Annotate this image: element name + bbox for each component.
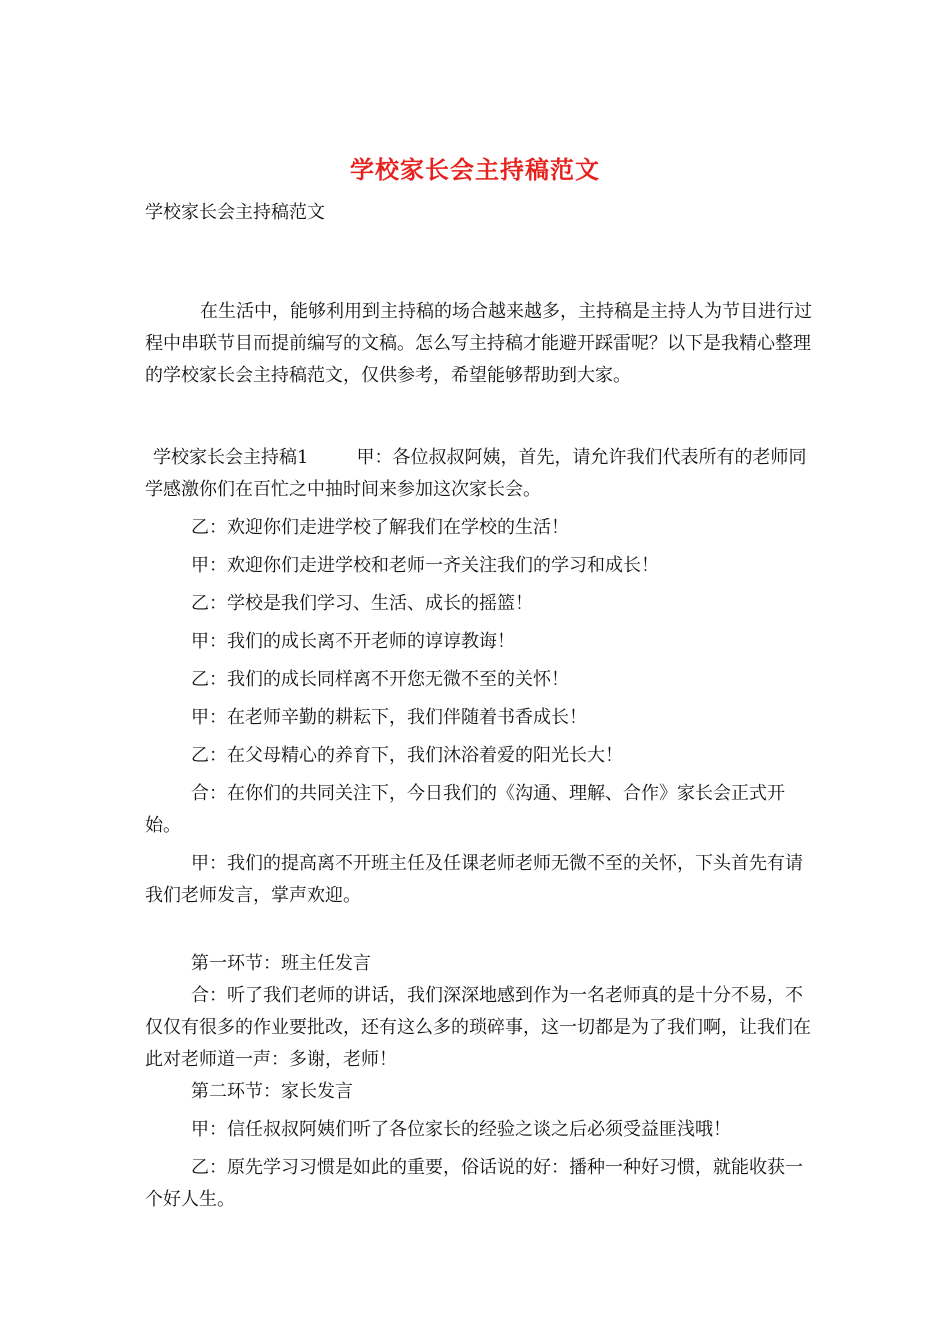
script-paragraph: 甲：欢迎你们走进学校和老师一齐关注我们的学习和成长！ xyxy=(191,555,659,576)
script-paragraph: 甲：信任叔叔阿姨们听了各位家长的经验之谈之后必须受益匪浅哦！ xyxy=(191,1119,731,1140)
script-paragraph: 乙：原先学习习惯是如此的重要，俗话说的好：播种一种好习惯，就能收获一个好人生。 xyxy=(145,1157,803,1210)
section-first-line: 甲：各位叔叔阿姨，首先，请允许我们代表所有的老师同学感激你们在百忙之中抽时间来参加这次家长会。 xyxy=(145,447,807,500)
intro-paragraph: 在生活中，能够利用到主持稿的场合越来越多，主持稿是主持人为节目进行过程中串联节目而提前编写的文稿。怎么写主持稿才能避开踩雷呢？以下是我精心整理的学校家长会主持稿范文，仅供参考，希望能够帮助到大家。 xyxy=(145,301,812,386)
section-step-heading: 第二环节：家长发言 xyxy=(191,1081,353,1102)
section-step-heading: 第一环节：班主任发言 xyxy=(191,953,371,974)
script-paragraph: 合：在你们的共同关注下，今日我们的《沟通、理解、合作》家长会正式开始。 xyxy=(145,783,785,836)
document-subtitle: 学校家长会主持稿范文 xyxy=(145,202,325,223)
script-paragraph: 合：听了我们老师的讲话，我们深深地感到作为一名老师真的是十分不易，不仅仅有很多的作业要批改，还有这么多的琐碎事，这一切都是为了我们啊，让我们在此对老师道一声：多谢，老师！ xyxy=(145,985,811,1070)
section-heading: 学校家长会主持稿1 xyxy=(153,447,309,468)
script-paragraph: 甲：我们的成长离不开老师的谆谆教诲！ xyxy=(191,631,515,652)
script-paragraph: 乙：欢迎你们走进学校了解我们在学校的生活！ xyxy=(191,517,569,538)
script-paragraph: 乙：学校是我们学习、生活、成长的摇篮！ xyxy=(191,593,533,614)
script-paragraph: 甲：在老师辛勤的耕耘下，我们伴随着书香成长！ xyxy=(191,707,587,728)
script-paragraph: 甲：我们的提高离不开班主任及任课老师老师无微不至的关怀，下头首先有请我们老师发言，掌声欢迎。 xyxy=(145,853,803,906)
script-body xyxy=(145,442,815,1216)
script-paragraph: 乙：我们的成长同样离不开您无微不至的关怀！ xyxy=(191,669,569,690)
document-title: 学校家长会主持稿范文 xyxy=(350,155,600,184)
section-heading-line xyxy=(145,442,815,506)
script-paragraph: 乙：在父母精心的养育下，我们沐浴着爱的阳光长大！ xyxy=(191,745,623,766)
